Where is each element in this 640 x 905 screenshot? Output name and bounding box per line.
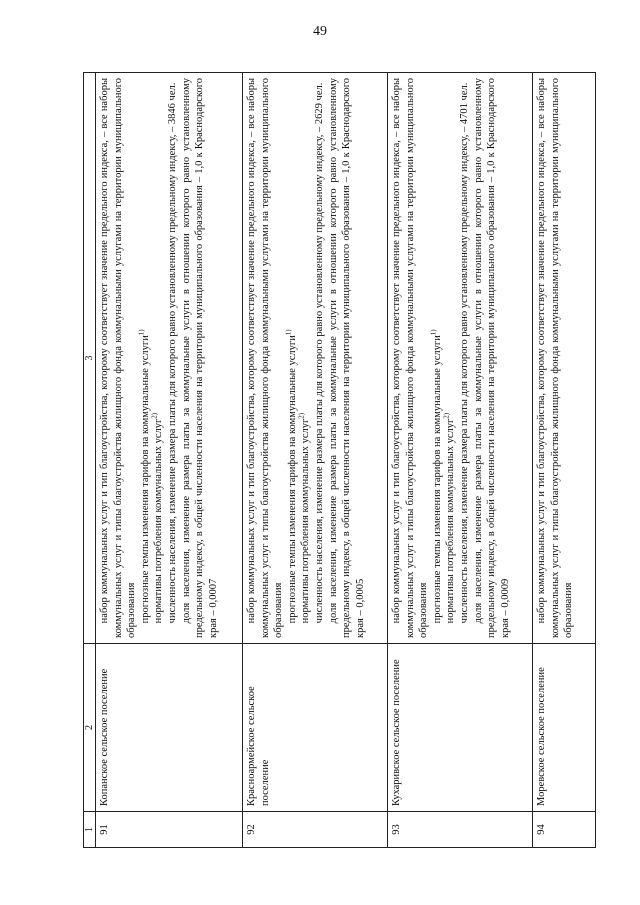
table-header-row [84,73,96,848]
description-line [313,78,327,638]
row-description [388,73,533,644]
description-line [472,78,513,638]
description-text: набор коммунальных услуг и тип благоустройства, которому соответствует значение предельного индекса, – все наборы коммунальных услуг и типы благоустройства жилищного фонда коммунальными услугами на территории муниципального образования [391,78,430,638]
description-line [139,78,153,638]
description-text: прогнозные темпы изменения тарифов на коммунальные услуги [431,335,443,624]
header-cell-1: 1 [84,812,96,848]
row-number: 91 [96,812,243,848]
description-text: доля населения, изменение размера платы за коммунальные услуги в отношении которого равно установленному предельному индексу, в общей численности населения на территории муниципального образования – 1,0 к Краснодарского края – 0,0007 [180,78,219,638]
description-text: нормативы потребления коммунальных услуг [300,418,312,624]
description-text: численность населения, изменение размера платы для которого равно установленному предельному индексу, – 2629 чел. [313,82,325,624]
footnote-marker: 2) [297,412,306,419]
row-number: 94 [533,812,596,848]
settlement-name: Красноармейское сельское поселение [243,644,388,812]
footnote-marker: 1) [429,329,438,336]
footnote-marker: 1) [137,329,146,336]
table-row [96,73,243,848]
table-container [83,73,586,848]
footnote-marker: 1) [284,329,293,336]
rotated-table-wrapper [83,73,586,848]
description-line [327,78,368,638]
description-text: нормативы потребления коммунальных услуг [153,418,165,624]
row-description [96,73,243,644]
page-number: 49 [313,24,327,39]
description-text: прогнозные темпы изменения тарифов на коммунальные услуги [139,335,151,624]
description-line [180,78,221,638]
description-text: прогнозные темпы изменения тарифов на коммунальные услуги [286,335,298,624]
settlement-name: Моревское сельское поселение [533,644,596,812]
description-text: доля населения, изменение размера платы за коммунальные услуги в отношении которого равно установленному предельному индексу, в общей численности населения на территории муниципального образования – 1,0 к Краснодарского края – 0,0005 [327,78,366,638]
footnote-marker: 2) [150,412,159,419]
description-line [166,78,180,638]
description-line [299,78,313,638]
description-line [535,78,576,638]
description-text: доля населения, изменение размера платы за коммунальные услуги в отношении которого равно установленному предельному индексу, в общей численности населения на территории муниципального образования – 1,0 к Краснодарского края – 0,0009 [472,78,511,638]
description-text: численность населения, изменение размера платы для которого равно установленному предельному индексу, – 3846 чел. [166,82,178,624]
description-text: численность населения, изменение размера платы для которого равно установленному предельному индексу, – 4701 чел. [458,82,470,624]
row-number: 93 [388,812,533,848]
table-row [388,73,533,848]
table-row [243,73,388,848]
description-line [390,78,431,638]
description-text: набор коммунальных услуг и тип благоустройства, которому соответствует значение предельного индекса, – все наборы коммунальных услуг и типы благоустройства жилищного фонда коммунальными услугами на территории муниципального образования [536,78,575,638]
description-line [444,78,458,638]
description-line [152,78,166,638]
settlement-name: Копанское сельское поселение [96,644,243,812]
description-line [245,78,286,638]
row-number: 92 [243,812,388,848]
table-row [533,73,596,848]
header-cell-3: 3 [84,73,96,644]
description-text: нормативы потребления коммунальных услуг [445,418,457,624]
description-line [458,78,472,638]
description-line [98,78,139,638]
settlements-table [83,72,596,848]
description-text: набор коммунальных услуг и тип благоустройства, которому соответствует значение предельного индекса, – все наборы коммунальных услуг и типы благоустройства жилищного фонда коммунальными услугами на территории муниципального образования [246,78,285,638]
settlement-name: Кухаривское сельское поселение [388,644,533,812]
description-line [286,78,300,638]
header-cell-2: 2 [84,644,96,812]
description-text: набор коммунальных услуг и тип благоустройства, которому соответствует значение предельного индекса, – все наборы коммунальных услуг и типы благоустройства жилищного фонда коммунальными услугами на территории муниципального образования [99,78,138,638]
description-line [431,78,445,638]
row-description [243,73,388,644]
row-description [533,73,596,644]
footnote-marker: 2) [442,412,451,419]
